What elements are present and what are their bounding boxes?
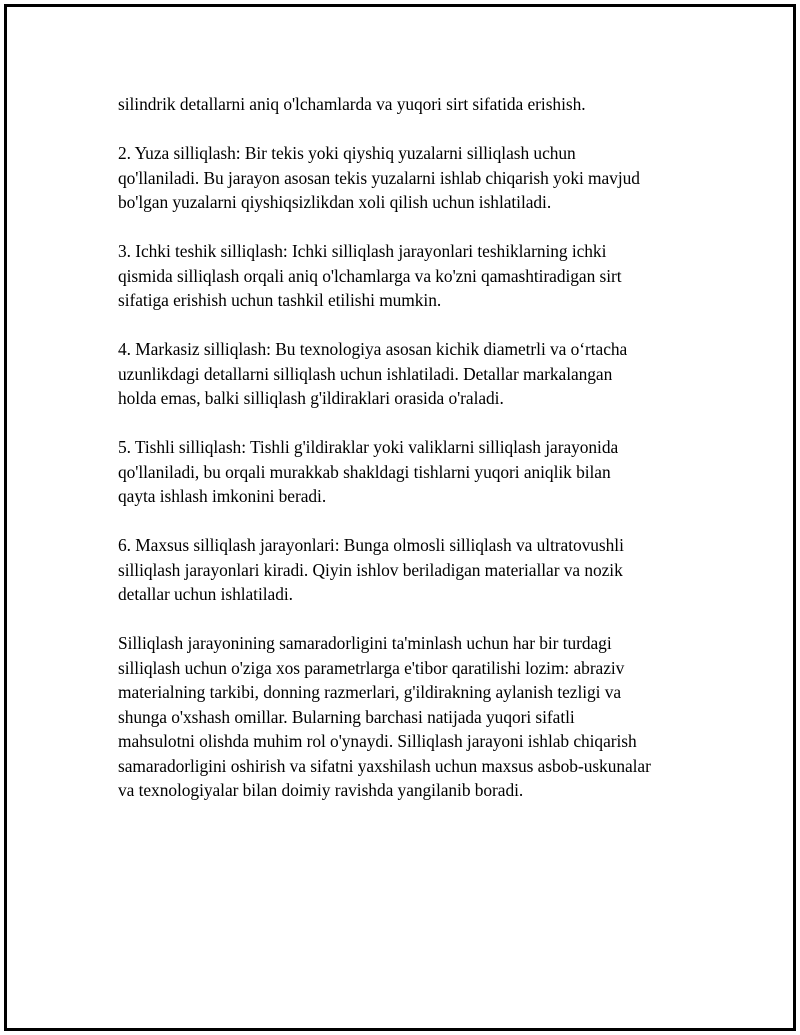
paragraph-surface-grinding: 2. Yuza silliqlash: Bir tekis yoki qiyshiq yuzalarni silliqlash uchun qo'llaniladi. Bu jarayon asosan tekis yuzalarni ishlab chiqarish yoki mavjud bo'lgan yuzalarni qiyshiqsizlikdan xoli qilish uchun ishlatiladi. [118, 143, 640, 212]
paragraph-special-grinding: 6. Maxsus silliqlash jarayonlari: Bunga olmosli silliqlash va ultratovushli silliqlash jarayonlari kiradi. Qiyin ishlov beriladigan materiallar va nozik detallar uchun ishlatiladi. [118, 535, 624, 604]
paragraph-centerless-grinding: 4. Markasiz silliqlash: Bu texnologiya asosan kichik diametrli va o‘rtacha uzunlikdagi detallarni silliqlash uchun ishlatiladi. Detallar markalangan holda emas, balki silliqlash g'ildiraklari orasida o'raladi. [118, 339, 628, 408]
document-body [118, 92, 708, 827]
paragraph-intro-continuation: silindrik detallarni aniq o'lchamlarda va yuqori sirt sifatida erishish. [118, 94, 586, 114]
paragraph-conclusion: Silliqlash jarayonining samaradorligini ta'minlash uchun har bir turdagi silliqlash uchun o'ziga xos parametrlarga e'tibor qaratilishi lozim: abraziv materialning tarkibi, donning razmerlari, g'ildirakning aylanish tezligi va shunga o'xshash omillar. Bularning barchasi natijada yuqori sifatli mahsulotni olishda muhim rol o'ynaydi. Silliqlash jarayoni ishlab chiqarish samaradorligini oshirish va sifatni yaxshilash uchun maxsus asbob-uskunalar va texnologiyalar bilan doimiy ravishda yangilanib boradi. [118, 633, 651, 800]
paragraph-gear-grinding: 5. Tishli silliqlash: Tishli g'ildiraklar yoki valiklarni silliqlash jarayonida qo'llaniladi, bu orqali murakkab shakldagi tishlarni yuqori aniqlik bilan qayta ishlash imkonini beradi. [118, 437, 619, 506]
paragraph-internal-grinding: 3. Ichki teshik silliqlash: Ichki silliqlash jarayonlari teshiklarning ichki qismida silliqlash orqali aniq o'lchamlarga va ko'zni qamashtiradigan sirt sifatiga erishish uchun tashkil etilishi mumkin. [118, 241, 622, 310]
